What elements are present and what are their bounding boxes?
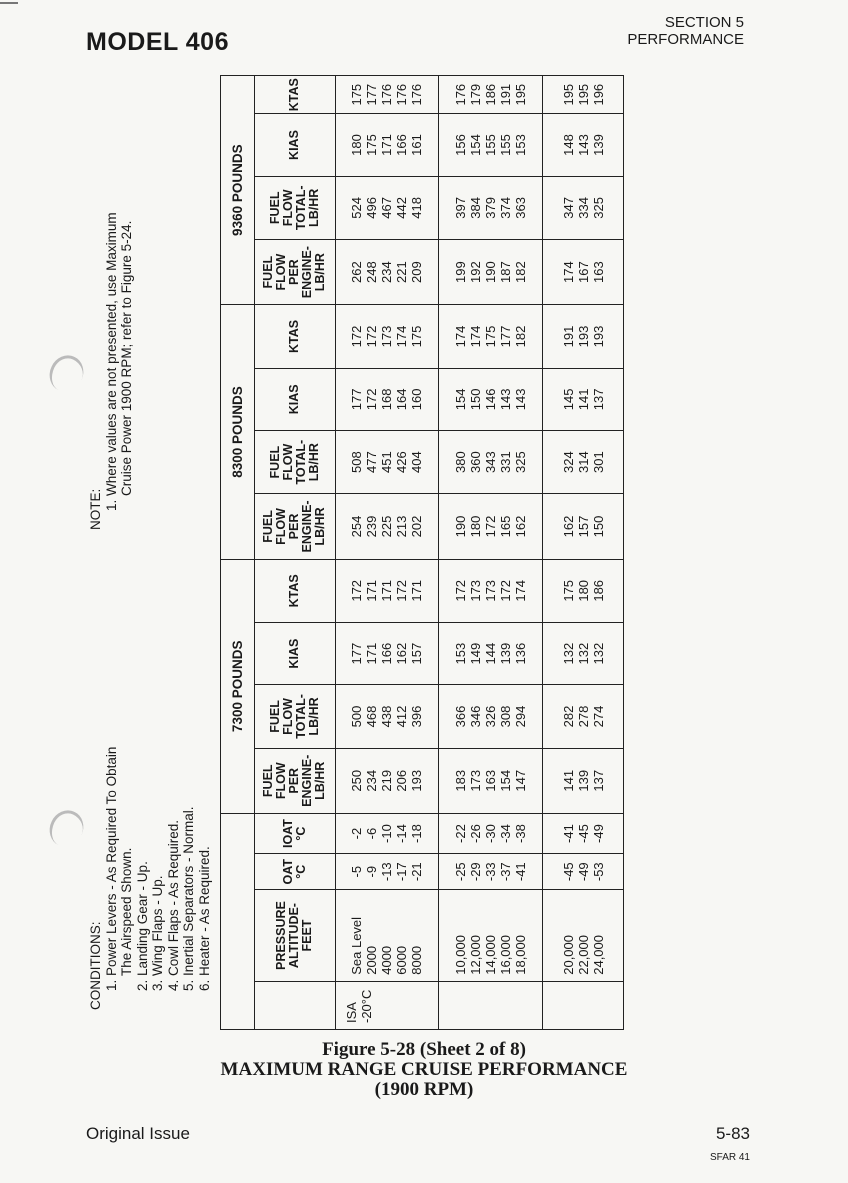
ff-total-cell: [335, 685, 439, 748]
figure-notes: [84, 75, 216, 1030]
table-value: 173: [483, 579, 499, 602]
table-value: 179: [468, 83, 484, 106]
table-value: -17: [394, 862, 410, 882]
ff-engine-cell: [439, 239, 543, 304]
table-value: 442: [394, 196, 410, 219]
table-value: 22,000: [575, 935, 591, 975]
kias-cell: [543, 114, 624, 176]
ff-total-cell: [335, 176, 439, 239]
table-value: 157: [575, 515, 591, 538]
table-value: 139: [575, 769, 591, 792]
table-value: 160: [409, 388, 425, 411]
col-header-ktas: KTAS: [254, 76, 335, 114]
table-value: 20,000: [560, 935, 576, 975]
ff-engine-cell: [439, 748, 543, 813]
table-value: 174: [394, 325, 410, 348]
table-value: 172: [394, 579, 410, 602]
table-value: 196: [590, 83, 606, 106]
table-value: 4000: [379, 945, 395, 975]
table-value: 346: [468, 705, 484, 728]
section-number: SECTION 5: [664, 14, 744, 31]
kias-cell: [439, 368, 543, 430]
table-value: 213: [394, 515, 410, 538]
note-item: 1. Where values are not presented, use Maximum Cruise Power 1900 RPM; refer to Figure 5-24.: [104, 196, 135, 496]
ioat-cell: [439, 813, 543, 853]
table-value: -41: [513, 862, 529, 882]
table-value: 209: [409, 261, 425, 283]
table-value: -38: [513, 824, 529, 843]
table-value: 172: [498, 579, 514, 602]
table-row-group: [439, 76, 543, 1030]
table-value: 154: [468, 134, 484, 156]
table-value: 174: [468, 325, 484, 348]
table-value: 366: [453, 705, 469, 728]
table-value: -18: [409, 824, 425, 843]
table-value: 148: [560, 134, 576, 156]
table-value: 325: [590, 196, 606, 219]
table-value: -9: [364, 865, 380, 878]
caption-line: MAXIMUM RANGE CRUISE PERFORMANCE: [220, 1059, 628, 1080]
table-value: 175: [409, 325, 425, 348]
section-header: [627, 14, 744, 48]
table-value: 171: [364, 642, 380, 665]
col-header-oat: OAT °C: [254, 854, 335, 890]
col-header-kias: KIAS: [254, 114, 335, 176]
table-value: 343: [483, 451, 499, 473]
table-value: -45: [575, 824, 591, 843]
blank-header-cell: [221, 813, 255, 1029]
table-value: 24,000: [590, 935, 606, 975]
table-value: 143: [513, 388, 529, 411]
table-value: 176: [453, 83, 469, 106]
table-value: 384: [468, 196, 484, 219]
table-value: 177: [498, 325, 514, 348]
table-value: -41: [560, 824, 576, 843]
table-value: 172: [453, 579, 469, 602]
table-value: 2000: [364, 945, 380, 975]
table-value: 150: [468, 388, 484, 411]
table-value: 195: [575, 83, 591, 106]
table-value: -13: [379, 862, 395, 882]
table-value: -26: [468, 824, 484, 843]
table-value: 175: [349, 83, 365, 106]
blank-cell: [543, 981, 624, 1029]
table-value: 172: [483, 515, 499, 538]
table-value: 334: [575, 196, 591, 219]
table-value: 248: [364, 261, 380, 283]
table-value: 191: [560, 325, 576, 348]
table-value: 180: [575, 579, 591, 602]
table-value: 16,000: [498, 935, 514, 975]
table-value: -29: [468, 862, 484, 882]
table-row-group: [543, 76, 624, 1030]
binder-hole-mark: [44, 350, 90, 397]
altitude-cell: [543, 890, 624, 981]
table-value: 190: [453, 515, 469, 538]
table-value: 165: [498, 515, 514, 538]
ff-engine-cell: [439, 494, 543, 559]
table-value: 190: [483, 261, 499, 283]
figure-caption: [0, 1040, 848, 1100]
table-value: 167: [575, 261, 591, 283]
table-value: 282: [560, 705, 576, 728]
isa-label-cell: [335, 981, 439, 1029]
table-value: 278: [575, 705, 591, 728]
ff-total-cell: [543, 430, 624, 493]
table-value: 379: [483, 196, 499, 219]
table-row-group: [335, 76, 439, 1030]
ff-engine-cell: [543, 494, 624, 559]
table-value: 163: [483, 769, 499, 792]
table-value: 331: [498, 451, 514, 473]
col-header-ktas: KTAS: [254, 559, 335, 622]
note-block: [88, 80, 135, 530]
table-value: 234: [379, 261, 395, 283]
table-value: 477: [364, 451, 380, 473]
table-value: 191: [498, 83, 514, 106]
table-value: -53: [590, 862, 606, 882]
conditions-heading: CONDITIONS:: [88, 921, 103, 1010]
ktas-cell: [335, 305, 439, 368]
table-value: 363: [513, 196, 529, 219]
table-value: 171: [379, 579, 395, 602]
table-value: 162: [513, 515, 529, 538]
table-value: -49: [575, 862, 591, 882]
table-value: 164: [394, 388, 410, 411]
table-value: 186: [590, 579, 606, 602]
table-value: 173: [379, 325, 395, 348]
table-value: 171: [409, 579, 425, 602]
col-header-kias: KIAS: [254, 622, 335, 684]
kias-cell: [335, 368, 439, 430]
table-value: -22: [453, 824, 469, 843]
table-value: 180: [468, 515, 484, 538]
table-value: 183: [453, 769, 469, 792]
table-value: 192: [468, 261, 484, 283]
issue-label: Original Issue: [86, 1124, 190, 1143]
altitude-cell: [439, 890, 543, 981]
table-value: 172: [349, 325, 365, 348]
table-value: Sea Level: [349, 916, 365, 975]
table-value: 199: [453, 261, 469, 283]
weight-header-7300: 7300 POUNDS: [221, 559, 255, 813]
table-value: 174: [560, 261, 576, 283]
table-value: 468: [364, 705, 380, 728]
table-value: 176: [379, 83, 395, 106]
table-value: 380: [453, 451, 469, 473]
table-value: 18,000: [513, 935, 529, 975]
ktas-cell: [543, 76, 624, 114]
ktas-cell: [543, 559, 624, 622]
table-value: 496: [364, 196, 380, 219]
weight-header-9360: 9360 POUNDS: [221, 76, 255, 305]
table-value: 137: [590, 388, 606, 411]
ff-total-cell: [543, 685, 624, 748]
table-value: -30: [483, 824, 499, 843]
table-value: 132: [560, 642, 576, 665]
table-value: 195: [560, 83, 576, 106]
col-header-ff-total: FUEL FLOW TOTAL- LB/HR: [254, 176, 335, 239]
cruise-performance-table: [220, 75, 624, 1030]
table-value: -10: [379, 824, 395, 843]
model-title: MODEL 406: [86, 28, 229, 56]
table-value: 150: [590, 515, 606, 538]
table-value: 177: [349, 642, 365, 665]
condition-item: 2. Landing Gear - Up.: [135, 726, 151, 976]
col-header-ff-total: FUEL FLOW TOTAL- LB/HR: [254, 430, 335, 493]
col-header-ktas: KTAS: [254, 305, 335, 368]
note-heading: NOTE:: [88, 488, 103, 530]
table-value: 374: [498, 196, 514, 219]
table-value: 175: [364, 134, 380, 156]
weight-header-8300: 8300 POUNDS: [221, 305, 255, 559]
ktas-cell: [439, 76, 543, 114]
table-value: -14: [394, 824, 410, 843]
table-value: 155: [498, 134, 514, 156]
ktas-cell: [543, 305, 624, 368]
table-value: 186: [483, 83, 499, 106]
edge-mark: [0, 2, 18, 4]
condition-item: 4. Cowl Flaps - As Required.: [166, 726, 182, 976]
table-value: 301: [590, 451, 606, 473]
table-value: 146: [483, 388, 499, 411]
table-value: 176: [394, 83, 410, 106]
table-value: -33: [483, 862, 499, 882]
ff-total-cell: [439, 685, 543, 748]
table-value: -6: [364, 827, 380, 840]
table-value: 143: [575, 134, 591, 156]
col-header-ff-engine: FUEL FLOW PER ENGINE- LB/HR: [254, 494, 335, 559]
oat-cell: [335, 854, 439, 890]
table-value: -37: [498, 862, 514, 882]
table-value: 12,000: [468, 935, 484, 975]
table-value: 174: [453, 325, 469, 348]
table-value: 14,000: [483, 935, 499, 975]
blank-cell: [439, 981, 543, 1029]
table-value: 6000: [394, 945, 410, 975]
table-value: 132: [575, 642, 591, 665]
col-header-ioat: IOAT °C: [254, 813, 335, 853]
table-value: 156: [453, 134, 469, 156]
table-value: 234: [364, 769, 380, 792]
table-value: 139: [590, 134, 606, 156]
table-value: 451: [379, 451, 395, 473]
table-value: 404: [409, 451, 425, 473]
table-value: 149: [468, 642, 484, 665]
table-value: 144: [483, 642, 499, 665]
table-value: 172: [364, 388, 380, 411]
binder-hole-mark: [44, 805, 90, 852]
table-value: 467: [379, 196, 395, 219]
ff-engine-cell: [335, 748, 439, 813]
table-value: 141: [575, 388, 591, 411]
table-value: 193: [590, 325, 606, 348]
page-number: 5-83: [715, 1124, 750, 1143]
table-value: 174: [513, 579, 529, 602]
table-value: 177: [349, 388, 365, 411]
condition-item: 5. Inertial Separators - Normal.: [181, 726, 197, 976]
table-value: 182: [513, 325, 529, 348]
oat-cell: [543, 854, 624, 890]
ioat-cell: [543, 813, 624, 853]
kias-cell: [543, 622, 624, 684]
table-value: 262: [349, 261, 365, 283]
blank-header-cell: [254, 981, 335, 1029]
table-value: 314: [575, 451, 591, 473]
table-value: 136: [513, 642, 529, 665]
col-header-ff-total: FUEL FLOW TOTAL- LB/HR: [254, 685, 335, 748]
ktas-cell: [439, 305, 543, 368]
table-value: 225: [379, 515, 395, 538]
table-value: 250: [349, 769, 365, 792]
table-value: 154: [453, 388, 469, 411]
table-value: 360: [468, 451, 484, 473]
table-value: 418: [409, 196, 425, 219]
table-value: 274: [590, 705, 606, 728]
table-value: 325: [513, 451, 529, 473]
table-value: 137: [590, 769, 606, 792]
table-value: -45: [560, 862, 576, 882]
table-value: 145: [560, 388, 576, 411]
table-value: 8000: [409, 945, 425, 975]
table-value: 175: [483, 325, 499, 348]
table-value: 173: [468, 769, 484, 792]
table-value: 166: [379, 642, 395, 665]
ktas-cell: [335, 559, 439, 622]
ff-total-cell: [439, 176, 543, 239]
ff-engine-cell: [335, 494, 439, 559]
ff-engine-cell: [543, 239, 624, 304]
sfar-label: SFAR 41: [709, 1152, 750, 1163]
table-value: 171: [379, 134, 395, 156]
ioat-cell: [335, 813, 439, 853]
caption-line: Figure 5-28 (Sheet 2 of 8): [322, 1039, 526, 1060]
ktas-cell: [439, 559, 543, 622]
table-value: 147: [513, 769, 529, 792]
table-value: 219: [379, 769, 395, 792]
conditions-block: [88, 726, 212, 1010]
ff-total-cell: [439, 430, 543, 493]
table-value: 162: [394, 642, 410, 665]
table-value: 347: [560, 196, 576, 219]
ff-engine-cell: [335, 239, 439, 304]
table-value: -25: [453, 862, 469, 882]
table-value: 155: [483, 134, 499, 156]
table-value: 10,000: [453, 935, 469, 975]
table-value: 153: [453, 642, 469, 665]
ff-engine-cell: [543, 748, 624, 813]
altitude-cell: [335, 890, 439, 981]
table-value: 175: [560, 579, 576, 602]
condition-item: 6. Heater - As Required.: [197, 726, 213, 976]
rotated-figure: [84, 75, 632, 1030]
table-value: 141: [560, 769, 576, 792]
table-value: 172: [364, 325, 380, 348]
table-value: -49: [590, 824, 606, 843]
table-value: 308: [498, 705, 514, 728]
table-value: -2: [349, 827, 365, 840]
condition-item: 1. Power Levers - As Required To Obtain The Airspeed Shown.: [104, 726, 135, 976]
table-value: 157: [409, 642, 425, 665]
table-value: 161: [409, 134, 425, 156]
table-value: 202: [409, 515, 425, 538]
table-value: 397: [453, 196, 469, 219]
table-value: 172: [349, 579, 365, 602]
col-header-altitude: PRESSURE ALTITUDE- FEET: [254, 890, 335, 981]
kias-cell: [543, 368, 624, 430]
section-name: PERFORMANCE: [627, 31, 744, 48]
isa-label: ISA -20°C: [343, 989, 374, 1023]
table-value: 508: [349, 451, 365, 473]
caption-line: (1900 RPM): [374, 1079, 474, 1100]
table-value: 206: [394, 769, 410, 792]
table-value: 168: [379, 388, 395, 411]
table-value: 524: [349, 196, 365, 219]
table-value: 193: [409, 769, 425, 792]
table-value: 180: [349, 134, 365, 156]
table-value: 173: [468, 579, 484, 602]
table-value: 254: [349, 515, 365, 538]
table-value: 154: [498, 769, 514, 792]
table-value: 193: [575, 325, 591, 348]
table-value: 326: [483, 705, 499, 728]
table-value: 324: [560, 451, 576, 473]
kias-cell: [335, 114, 439, 176]
table-value: -21: [409, 862, 425, 882]
kias-cell: [439, 114, 543, 176]
table-value: 187: [498, 261, 514, 283]
table-value: 139: [498, 642, 514, 665]
col-header-ff-engine: FUEL FLOW PER ENGINE- LB/HR: [254, 748, 335, 813]
table-value: 171: [364, 579, 380, 602]
table-value: 162: [560, 515, 576, 538]
table-value: 163: [590, 261, 606, 283]
condition-item: 3. Wing Flaps - Up.: [150, 726, 166, 976]
col-header-ff-engine: FUEL FLOW PER ENGINE- LB/HR: [254, 239, 335, 304]
ff-total-cell: [543, 176, 624, 239]
table-value: -34: [498, 824, 514, 843]
table-value: 166: [394, 134, 410, 156]
table-value: 182: [513, 261, 529, 283]
table-value: 396: [409, 705, 425, 728]
oat-cell: [439, 854, 543, 890]
table-value: 412: [394, 705, 410, 728]
table-value: 438: [379, 705, 395, 728]
table-value: 153: [513, 134, 529, 156]
table-value: 143: [498, 388, 514, 411]
col-header-kias: KIAS: [254, 368, 335, 430]
table-value: 239: [364, 515, 380, 538]
table-value: 294: [513, 705, 529, 728]
table-value: 426: [394, 451, 410, 473]
table-value: 177: [364, 83, 380, 106]
table-value: 221: [394, 261, 410, 283]
table-value: 176: [409, 83, 425, 106]
ff-total-cell: [335, 430, 439, 493]
table-value: 195: [513, 83, 529, 106]
table-value: 132: [590, 642, 606, 665]
table-value: -5: [349, 865, 365, 878]
kias-cell: [335, 622, 439, 684]
table-value: 500: [349, 705, 365, 728]
ktas-cell: [335, 76, 439, 114]
kias-cell: [439, 622, 543, 684]
